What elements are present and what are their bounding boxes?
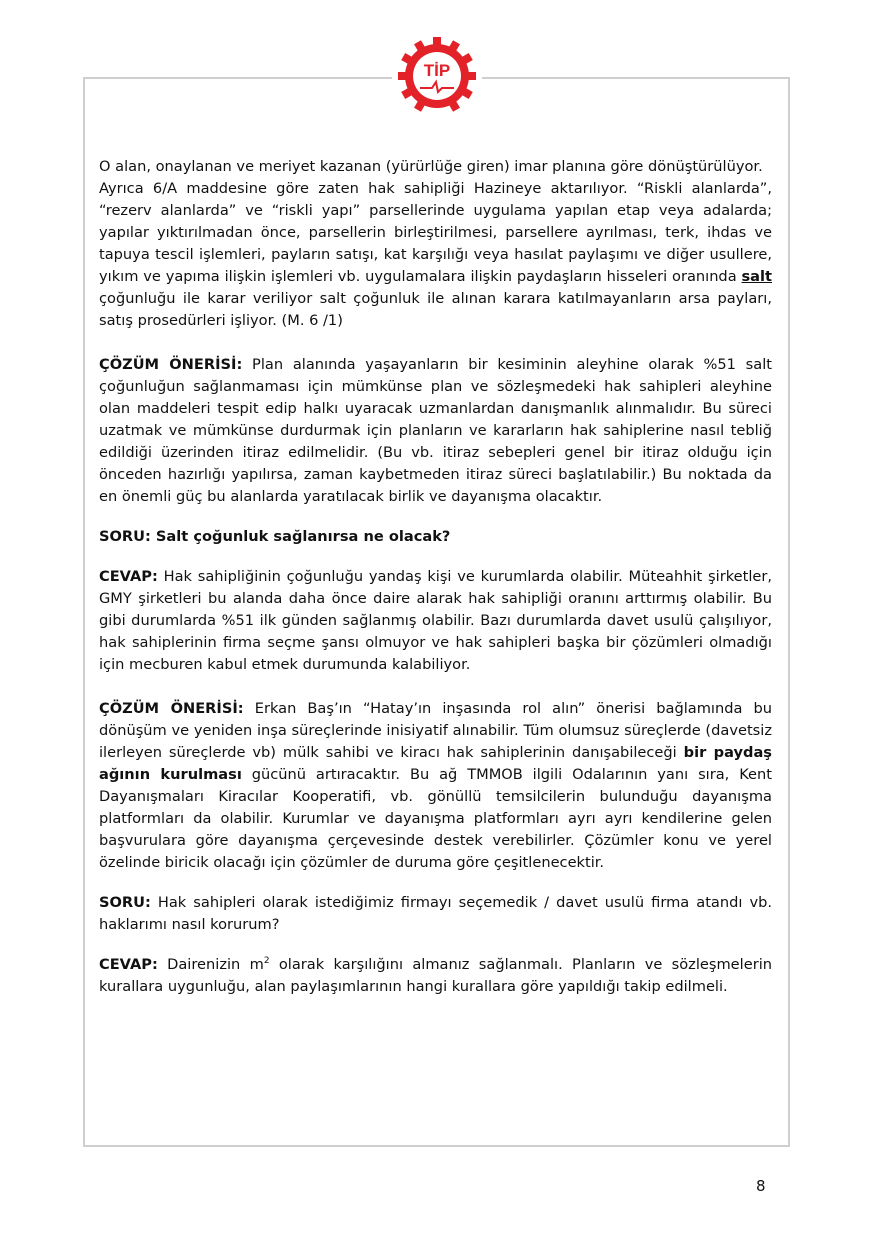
paragraph-solution-2: ÇÖZÜM ÖNERİSİ: Erkan Baş’ın “Hatay’ın inşasında rol alın” önerisi bağlamında bu dönüşüm ve yeniden inşa süreçlerinde inisiyatif alınabilir. Tüm olumsuz süreçlerde (davetsiz ilerleyen süreçlerde vb) mülk sahibi ve kiracı hak sahiplerinin danışabileceği bir paydaş ağının kurulması gücünü artıracaktır. Bu ağ TMMOB ilgili Odalarının yanı sıra, Kent Dayanışmaları Kiracılar Kooperatifi, vb. gönüllü temsilcilerin bulunduğu dayanışma platformları da olabilir. Kurumlar ve dayanışma platformları ayrı ayrı kendilerine gelen başvurulara göre dayanışma çerçevesinde destek verebilirler. Çözümler konu ve yerel özelinde biricik olacağı için çözümler de duruma göre çeşitlenecektir. bbox=[99, 700, 773, 871]
salt-keyword: salt bbox=[741, 268, 773, 285]
question-label: SORU: bbox=[99, 894, 151, 911]
answer-label: CEVAP: bbox=[99, 568, 158, 585]
answer-label: CEVAP: bbox=[99, 956, 158, 973]
stakeholder-network-phrase: bir paydaş ağının kurulması bbox=[99, 744, 772, 783]
document-body bbox=[99, 156, 772, 998]
solution-label: ÇÖZÜM ÖNERİSİ: bbox=[99, 700, 244, 717]
question-1: SORU: Salt çoğunluk sağlanırsa ne olacak? bbox=[99, 528, 451, 545]
logo-text: TİP bbox=[423, 61, 451, 80]
paragraph-intro: O alan, onaylanan ve meriyet kazanan (yürürlüğe giren) imar planına göre dönüştürülüyor. bbox=[99, 158, 763, 175]
question-2: SORU: Hak sahipleri olarak istediğimiz firmayı seçemedik / davet usulü firma atandı vb. haklarımı nasıl korurum? bbox=[99, 894, 772, 933]
answer-1: CEVAP: Hak sahipliğinin çoğunluğu yandaş kişi ve kurumlarda olabilir. Müteahhit şirketler, GMY şirketleri bu alanda daha önce daire alarak hak sahipliği oranını arttırmış olabilir. Bu gibi durumlarda %51 ilk günden sağlanmış olabilir. Bazı durumlarda davet usulü çalışılıyor, hak sahiplerinin firma seçme şansı olmuyor ve hak sahipleri başka bir çözümleri olmadığı için mecburen kabul etmek durumunda kalabiliyor. bbox=[99, 568, 773, 673]
paragraph-6a: Ayrıca 6/A maddesine göre zaten hak sahipliği Hazineye aktarılıyor. “Riskli alanlarda”, “rezerv alanlarda” ve “riskli yapı” parsellerinde uygulama yapılan etap veya adalarda; yapılar yıktırılmadan önce, parsellerin birleştirilmesi, parsellere ayrılması, terk, ihdas ve tapuya tescil işlemleri, payların satışı, kat karşılığı veya hasılat paylaşımı ve diğer usullere, yıkım ve yapıma ilişkin işlemleri vb. uygulamalara ilişkin paydaşların hisseleri oranında salt çoğunluğu ile karar veriliyor salt çoğunluk ile alınan karara katılmayanların arsa payları, satış prosedürleri işliyor. (M. 6 /1) bbox=[99, 180, 773, 329]
tip-logo bbox=[392, 36, 482, 116]
paragraph-solution-1: ÇÖZÜM ÖNERİSİ: Plan alanında yaşayanların bir kesiminin aleyhine olarak %51 salt çoğunluğun sağlanmaması için mümkünse plan ve sözleşmedeki hak sahipleri aleyhine olan maddeleri tespit edip halkı uyaracak uzmanlardan danışmanlık alınmalıdır. Bu süreci uzatmak ve mümkünse durdurmak için planların ve kararların hak sahiplerine nasıl tebliğ edildiği üzerinden itiraz edilmelidir. (Bu vb. itiraz sebepleri genel bir itiraz olduğu için önceden hazırlığı yapılırsa, zaman kaybetmeden itiraz süreci başlatılabilir.) Bu noktada da en önemli güç bu alanlarda yaratılacak birlik ve dayanışma olacaktır. bbox=[99, 356, 772, 505]
answer-2: CEVAP: Dairenizin $m^2$ olarak karşılığını almanız sağlanmalı. Planların ve sözleşmelerin kurallara uygunluğu, alan paylaşımlarının hangi kurallara göre yapıldığı takip edilmeli. bbox=[99, 956, 772, 995]
tip-logo-icon bbox=[392, 36, 482, 116]
page-number: 8 bbox=[756, 1177, 766, 1195]
solution-label: ÇÖZÜM ÖNERİSİ: bbox=[99, 356, 243, 373]
